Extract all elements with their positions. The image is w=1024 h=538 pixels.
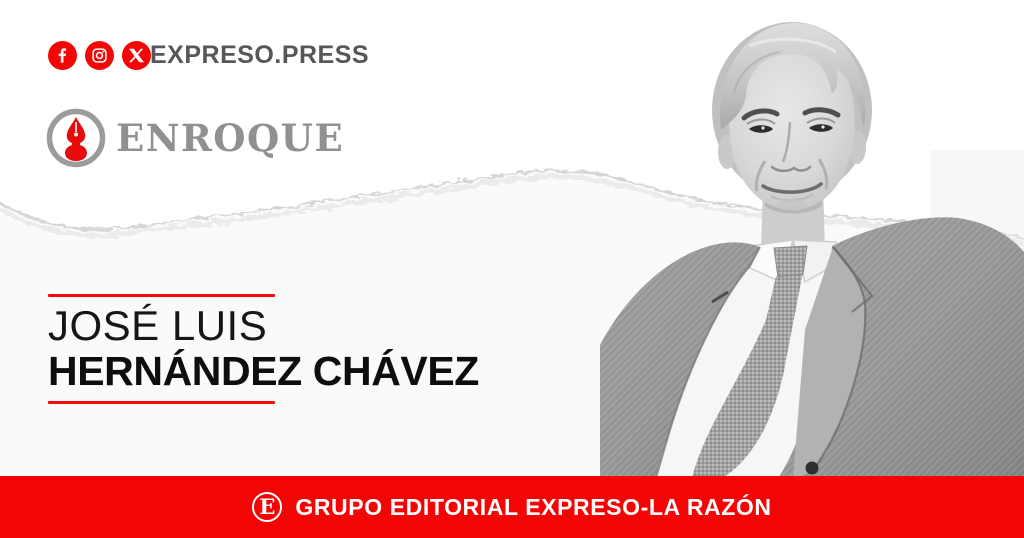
instagram-icon[interactable]	[85, 41, 114, 70]
author-last-name: HERNÁNDEZ CHÁVEZ	[48, 348, 479, 394]
facebook-icon[interactable]	[48, 41, 77, 70]
x-icon[interactable]	[122, 41, 151, 70]
author-first-name: JOSÉ LUIS	[48, 302, 268, 349]
footer-label: GRUPO EDITORIAL EXPRESO-LA RAZÓN	[295, 493, 772, 520]
pen-nib-icon	[46, 108, 106, 168]
red-rule-top	[48, 294, 275, 297]
column-header	[46, 108, 344, 168]
social-icons	[48, 41, 151, 70]
column-title: ENROQUE	[116, 116, 345, 160]
editorial-e-logo-icon: E	[252, 492, 282, 522]
red-rule-bottom	[48, 401, 275, 404]
footer-banner	[0, 476, 1024, 538]
site-wordmark: EXPRESO.PRESS	[150, 41, 370, 69]
portrait-photo	[600, 0, 1024, 478]
author-block	[48, 294, 488, 404]
